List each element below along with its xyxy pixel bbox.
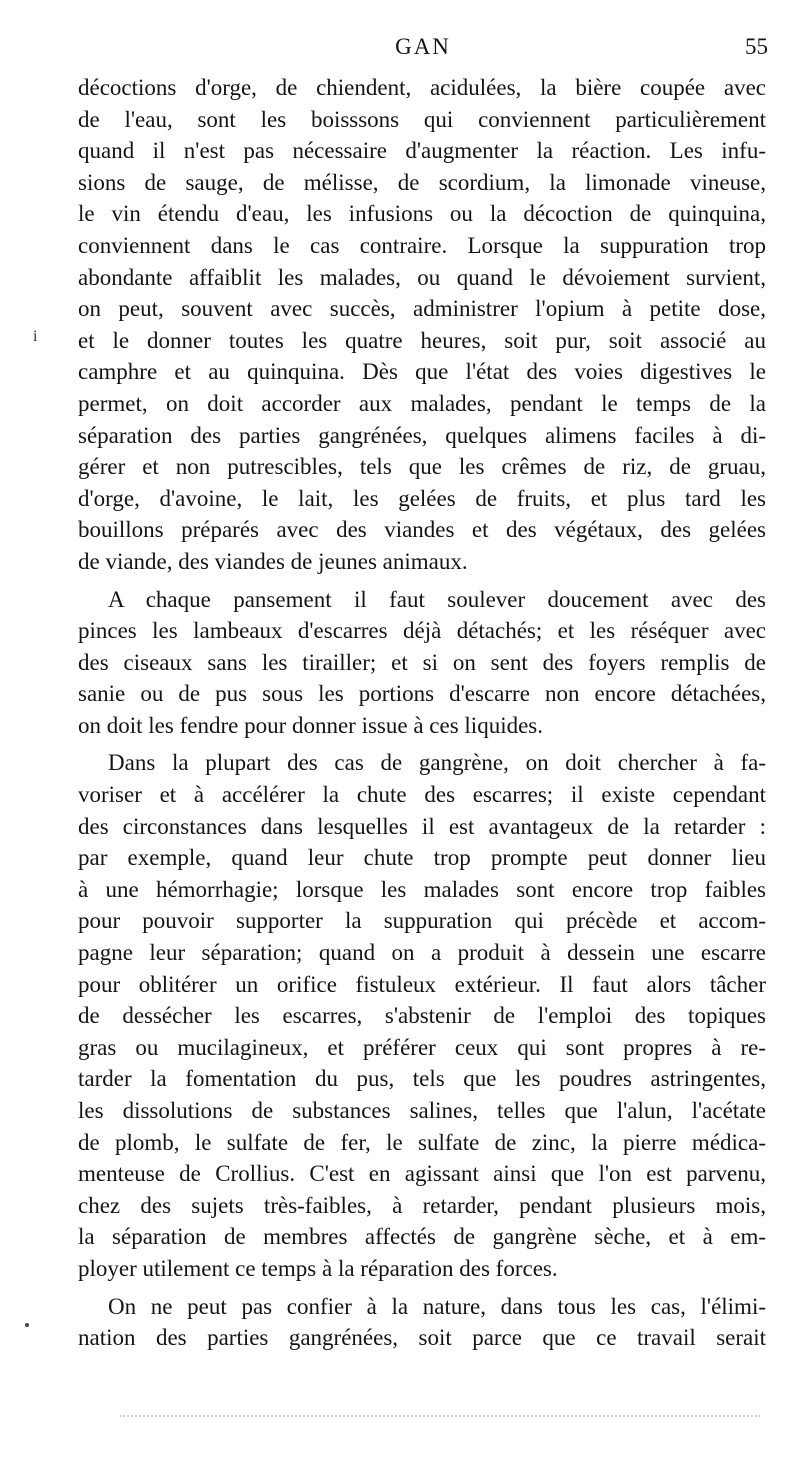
- text-line: par exemple, quand leur chute trop prompte peut donner lieu: [78, 845, 766, 871]
- text-line: chez des sujets très-faibles, à retarder, pendant plusieurs mois,: [78, 1192, 766, 1218]
- text-line: à une hémorrhagie; lorsque les malades sont encore trop faibles: [78, 876, 766, 902]
- text-line: conviennent dans le cas contraire. Lorsque la suppuration trop: [78, 232, 766, 258]
- text-line: pagne leur séparation; quand on a produit à dessein une escarre: [78, 940, 766, 966]
- text-line: gras ou mucilagineux, et préférer ceux qui sont propres à re-: [78, 1034, 766, 1060]
- text-line: menteuse de Crollius. C'est en agissant ainsi que l'on est parvenu,: [78, 1161, 766, 1187]
- text-line: Dans la plupart des cas de gangrène, on doit chercher à fa-: [108, 750, 766, 776]
- text-line: pour oblitérer un orifice fistuleux extérieur. Il faut alors tâcher: [78, 971, 766, 997]
- text-line: A chaque pansement il faut soulever doucement avec des: [108, 586, 766, 612]
- text-line: la séparation de membres affectés de gangrène sèche, et à em-: [78, 1224, 766, 1250]
- ink-speck: [25, 1323, 29, 1327]
- text-line: le vin étendu d'eau, les infusions ou la décoction de quinquina,: [78, 201, 766, 227]
- text-line: on doit les fendre pour donner issue à ces liquides.: [78, 712, 543, 738]
- text-line: séparation des parties gangrénées, quelques alimens faciles à di-: [78, 422, 766, 448]
- text-line: on peut, souvent avec succès, administrer l'opium à petite dose,: [78, 296, 766, 322]
- text-line: quand il n'est pas nécessaire d'augmenter la réaction. Les infu-: [78, 138, 766, 164]
- text-line: décoctions d'orge, de chiendent, acidulées, la bière coupée avec: [78, 75, 766, 100]
- text-line: de l'eau, sont les boisssons qui conviennent particulièrement: [78, 106, 766, 132]
- text-line: de plomb, le sulfate de fer, le sulfate de zinc, la pierre médica-: [78, 1129, 766, 1155]
- text-line: ployer utilement ce temps à la réparation des forces.: [78, 1255, 558, 1281]
- text-line: bouillons préparés avec des viandes et des végétaux, des gelées: [78, 517, 766, 543]
- text-line: les dissolutions de substances salines, telles que l'alun, l'acétate: [78, 1098, 766, 1123]
- text-line: sanie ou de pus sous les portions d'escarre non encore détachées,: [78, 681, 766, 707]
- text-line: On ne peut pas confier à la nature, dans tous les cas, l'élimi-: [108, 1293, 766, 1319]
- text-line: permet, on doit accorder aux malades, pendant le temps de la: [78, 390, 766, 416]
- text-line: tarder la fomentation du pus, tels que les poudres astringentes,: [78, 1066, 766, 1092]
- text-line: d'orge, d'avoine, le lait, les gelées de fruits, et plus tard les: [78, 485, 766, 511]
- text-line: voriser et à accélérer la chute des escarres; il existe cependant: [78, 782, 766, 808]
- running-title: GAN: [395, 34, 451, 59]
- margin-mark: i: [33, 328, 38, 345]
- bleed-through-line: [120, 1415, 760, 1417]
- text-line: nation des parties gangrénées, soit parce que ce travail serait: [78, 1325, 766, 1351]
- text-line: pinces les lambeaux d'escarres déjà détachés; et les réséquer avec: [78, 618, 766, 644]
- text-line: camphre et au quinquina. Dès que l'état des voies digestives le: [78, 359, 766, 385]
- text-line: de dessécher les escarres, s'abstenir de l'emploi des topiques: [78, 1003, 766, 1029]
- page-number: 55: [745, 34, 768, 59]
- text-line: de viande, des viandes de jeunes animaux.: [78, 548, 468, 574]
- text-line: des circonstances dans lesquelles il est avantageux de la retarder :: [78, 813, 766, 839]
- text-line: sions de sauge, de mélisse, de scordium, la limonade vineuse,: [78, 169, 766, 195]
- text-line: abondante affaiblit les malades, ou quand le dévoiement survient,: [78, 264, 766, 290]
- text-line: gérer et non putrescibles, tels que les crêmes de riz, de gruau,: [78, 454, 766, 480]
- paragraph: [78, 72, 766, 578]
- text-line: pour pouvoir supporter la suppuration qui précède et accom-: [78, 908, 766, 934]
- paragraph: [78, 1291, 766, 1354]
- page-header: [78, 34, 768, 66]
- body-text: [78, 72, 766, 1354]
- paragraph: [78, 747, 766, 1284]
- text-line: des ciseaux sans les tirailler; et si on sent des foyers remplis de: [78, 649, 766, 675]
- paragraph: [78, 584, 766, 742]
- text-line: et le donner toutes les quatre heures, soit pur, soit associé au: [78, 327, 766, 353]
